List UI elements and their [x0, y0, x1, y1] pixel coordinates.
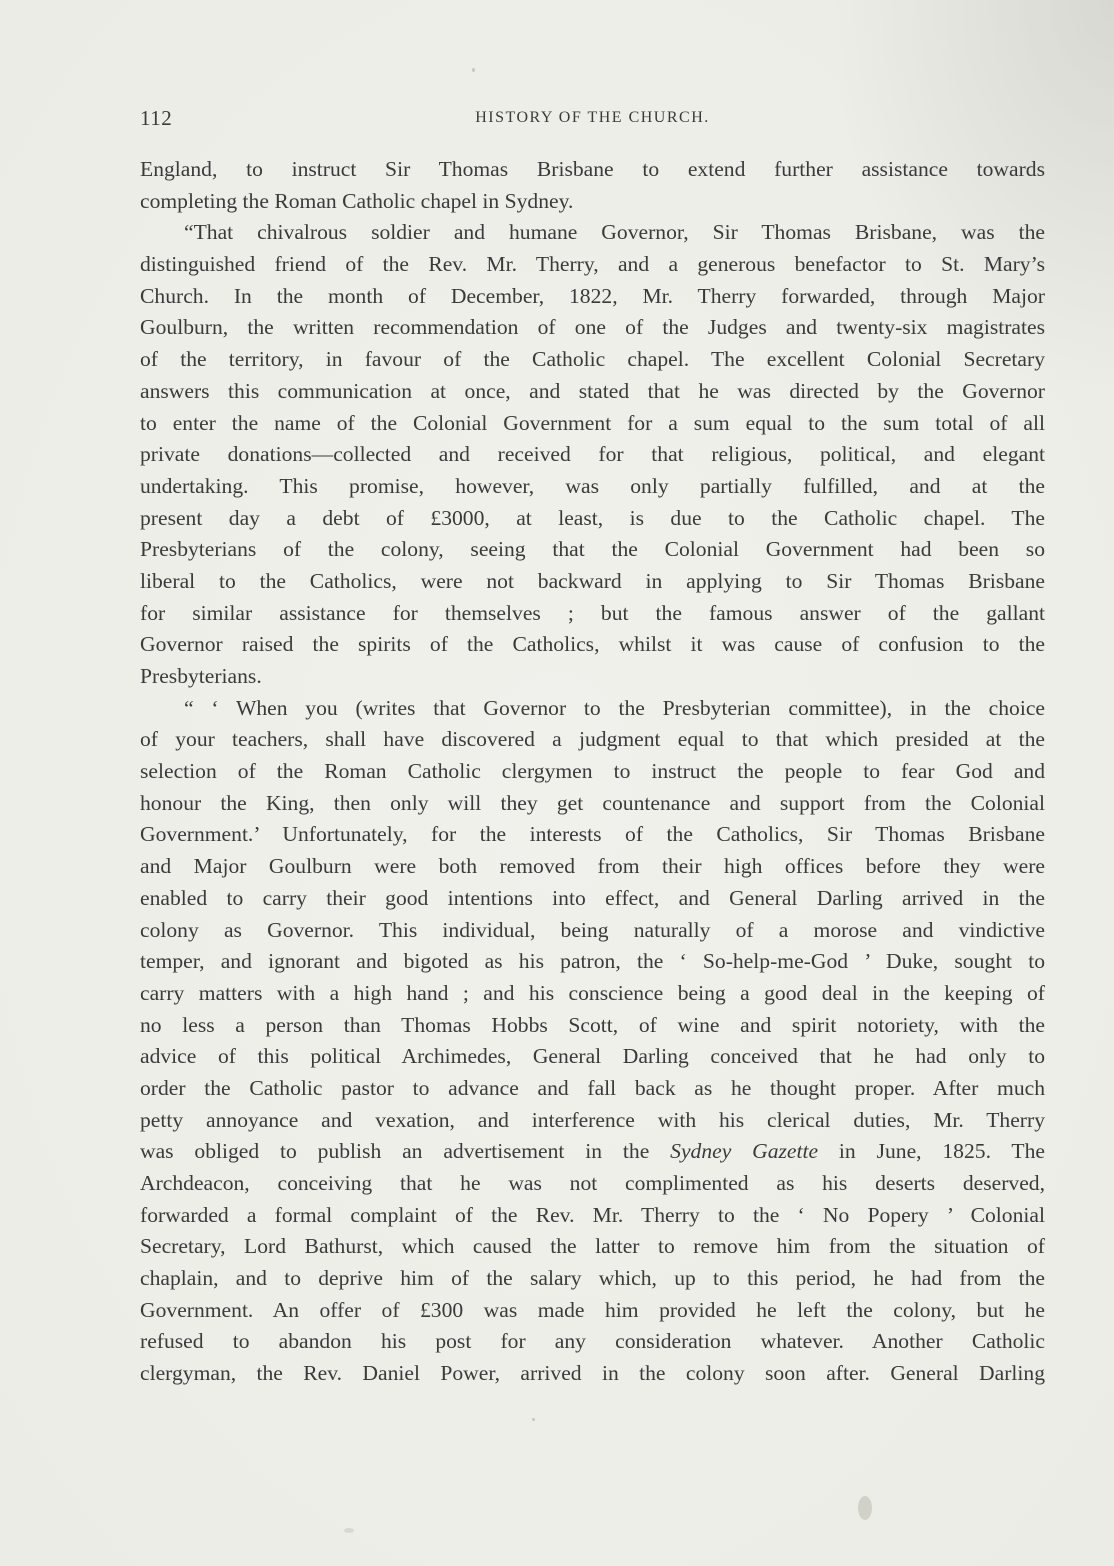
paper-speck: [532, 1418, 535, 1421]
text-line: refused to abandon his post for any consideration whatever. Another Catholic: [140, 1329, 1045, 1354]
text-line: Goulburn, the written recommendation of one of the Judges and twenty-six magistrates: [140, 315, 1045, 340]
paper-speck: [472, 68, 475, 72]
text-line: chaplain, and to deprive him of the salary which, up to this period, he had from the: [140, 1266, 1045, 1291]
text-line: answers this communication at once, and stated that he was directed by the Governor: [140, 378, 1045, 403]
text-line: Presbyterians of the colony, seeing that the Colonial Government had been so: [140, 537, 1045, 562]
paper-speck: [344, 1528, 354, 1533]
text-line: completing the Roman Catholic chapel in Sydney.: [140, 188, 574, 213]
text-segment: was obliged to publish an advertisement in the: [140, 1139, 671, 1164]
text-line: Archdeacon, conceiving that he was not complimented as his deserts deserved,: [140, 1171, 1045, 1195]
text-line: “ ‘ When you (writes that Governor to the Presbyterian committee), in the choice: [184, 695, 1045, 720]
text-line: carry matters with a high hand ; and his conscience being a good deal in the keeping of: [140, 980, 1045, 1005]
publication-title: Sydney Gazette: [670, 1139, 819, 1164]
text-line: England, to instruct Sir Thomas Brisbane to extend further assistance towards: [140, 157, 1045, 181]
text-line: temper, and ignorant and bigoted as his patron, the ‘ So-help-me-God ’ Duke, sought to: [140, 949, 1045, 974]
text-line: colony as Governor. This individual, being naturally of a morose and vindictive: [140, 917, 1045, 942]
text-line: and Major Goulburn were both removed from their high offices before they were: [140, 854, 1045, 879]
text-line: to enter the name of the Colonial Government for a sum equal to the sum total of all: [140, 410, 1045, 435]
text-line: Secretary, Lord Bathurst, which caused the latter to remove him from the situation of: [140, 1234, 1045, 1259]
text-line: forwarded a formal complaint of the Rev. Mr. Therry to the ‘ No Popery ’ Colonial: [140, 1202, 1045, 1227]
text-line: for similar assistance for themselves ; but the famous answer of the gallant: [140, 600, 1045, 625]
text-line: distinguished friend of the Rev. Mr. Therry, and a generous benefactor to St. Mary’s: [140, 252, 1045, 277]
text-segment: in June, 1825. The: [818, 1139, 1045, 1164]
text-line: “That chivalrous soldier and humane Governor, Sir Thomas Brisbane, was the: [184, 220, 1045, 245]
text-line-with-italic: [140, 1136, 1045, 1168]
running-head: [140, 106, 1045, 132]
text-line: present day a debt of £3000, at least, is due to the Catholic chapel. The: [140, 505, 1045, 530]
text-line: undertaking. This promise, however, was only partially fulfilled, and at the: [140, 473, 1045, 498]
text-line: private donations—collected and received for that religious, political, and elegant: [140, 442, 1045, 467]
page-number: 112: [140, 106, 173, 130]
text-line: of the territory, in favour of the Catholic chapel. The excellent Colonial Secretary: [140, 347, 1045, 372]
text-line: Government.’ Unfortunately, for the interests of the Catholics, Sir Thomas Brisbane: [140, 822, 1045, 847]
text-line: Governor raised the spirits of the Catholics, whilst it was cause of confusion to the: [140, 632, 1045, 657]
text-line: Government. An offer of £300 was made him provided he left the colony, but he: [140, 1297, 1045, 1322]
text-line: of your teachers, shall have discovered a judgment equal to that which presided at the: [140, 727, 1045, 752]
text-line: advice of this political Archimedes, General Darling conceived that he had only to: [140, 1044, 1045, 1069]
text-line: enabled to carry their good intentions into effect, and General Darling arrived in the: [140, 885, 1045, 910]
text-line: order the Catholic pastor to advance and fall back as he thought proper. After much: [140, 1075, 1045, 1100]
text-line: liberal to the Catholics, were not backward in applying to Sir Thomas Brisbane: [140, 568, 1045, 593]
text-line: no less a person than Thomas Hobbs Scott, of wine and spirit notoriety, with the: [140, 1012, 1045, 1037]
text-line: selection of the Roman Catholic clergymen to instruct the people to fear God and: [140, 759, 1045, 784]
text-line: honour the King, then only will they get countenance and support from the Colonial: [140, 790, 1045, 815]
running-title: HISTORY OF THE CHURCH.: [475, 109, 710, 126]
text-line: clergyman, the Rev. Daniel Power, arrived in the colony soon after. General Darling: [140, 1361, 1045, 1386]
text-line: Presbyterians.: [140, 664, 262, 688]
paper-stain: [858, 1496, 872, 1520]
text-line: Church. In the month of December, 1822, Mr. Therry forwarded, through Major: [140, 283, 1045, 308]
body-text: [140, 154, 1045, 1390]
text-line: petty annoyance and vexation, and interference with his clerical duties, Mr. Therry: [140, 1107, 1045, 1132]
